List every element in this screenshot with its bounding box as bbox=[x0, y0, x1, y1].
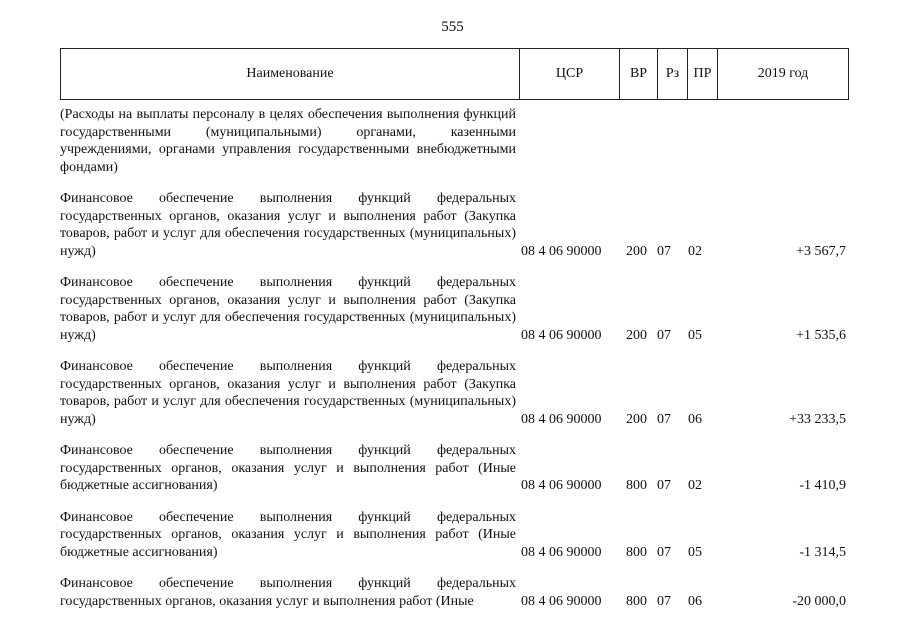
table-body bbox=[60, 106, 849, 624]
row-name: Финансовое обеспечение выполнения функций федеральных государственных органов, оказания услуг и выполнения работ (Закупка товаров, работ и услуг для обеспечения государственных (муниципальных) нужд) bbox=[60, 359, 516, 427]
row-vr: 200 bbox=[626, 327, 647, 343]
header-year: 2019 год bbox=[717, 49, 848, 99]
row-pr: 02 bbox=[688, 243, 702, 259]
row-rz: 07 bbox=[657, 243, 671, 259]
header-rz: Рз bbox=[657, 49, 687, 99]
row-pr: 05 bbox=[688, 327, 702, 343]
row-name: Финансовое обеспечение выполнения функций федеральных государственных органов, оказания услуг и выполнения работ (Иные bbox=[60, 576, 516, 609]
header-vr: ВР bbox=[619, 49, 657, 99]
row-vr: 800 bbox=[626, 593, 647, 609]
row-sum: +33 233,5 bbox=[789, 411, 846, 427]
row-pr: 06 bbox=[688, 411, 702, 427]
row-vr: 800 bbox=[626, 544, 647, 560]
header-csr: ЦСР bbox=[519, 49, 619, 99]
row-pr: 05 bbox=[688, 544, 702, 560]
page-number: 555 bbox=[441, 19, 464, 35]
row-rz: 07 bbox=[657, 411, 671, 427]
row-rz: 07 bbox=[657, 544, 671, 560]
row-csr: 08 4 06 90000 bbox=[521, 478, 602, 493]
row-sum: +3 567,7 bbox=[796, 243, 846, 259]
row-name: Финансовое обеспечение выполнения функций федеральных государственных органов, оказания услуг и выполнения работ (Закупка товаров, работ и услуг для обеспечения государственных (муниципальных) нужд) bbox=[60, 275, 516, 343]
row-rz: 07 bbox=[657, 478, 671, 493]
row-rz: 07 bbox=[657, 593, 671, 609]
row-sum: -1 410,9 bbox=[799, 478, 846, 493]
row-csr: 08 4 06 90000 bbox=[521, 593, 602, 609]
row-pr: 06 bbox=[688, 593, 702, 609]
row-sum: +1 535,6 bbox=[796, 327, 846, 343]
row-name: (Расходы на выплаты персоналу в целях обеспечения выполнения функций государственными (муниципальными) органами, казенными учреждениями, органами управления государственными внебюджетными фондами) bbox=[60, 107, 516, 175]
row-vr: 200 bbox=[626, 411, 647, 427]
row-pr: 02 bbox=[688, 478, 702, 493]
row-name: Финансовое обеспечение выполнения функций федеральных государственных органов, оказания услуг и выполнения работ (Иные бюджетные ассигнования) bbox=[60, 443, 516, 493]
row-csr: 08 4 06 90000 bbox=[521, 544, 602, 560]
table-row bbox=[60, 575, 849, 610]
row-name: Финансовое обеспечение выполнения функций федеральных государственных органов, оказания услуг и выполнения работ (Иные бюджетные ассигнования) bbox=[60, 509, 516, 560]
table-row bbox=[60, 274, 849, 344]
row-vr: 800 bbox=[626, 478, 647, 493]
table-row bbox=[60, 509, 849, 562]
row-sum: -20 000,0 bbox=[792, 593, 846, 609]
row-name: Финансовое обеспечение выполнения функций федеральных государственных органов, оказания услуг и выполнения работ (Закупка товаров, работ и услуг для обеспечения государственных (муниципальных) нужд) bbox=[60, 191, 516, 259]
table-row bbox=[60, 106, 849, 176]
row-vr: 200 bbox=[626, 243, 647, 259]
row-csr: 08 4 06 90000 bbox=[521, 411, 602, 427]
row-rz: 07 bbox=[657, 327, 671, 343]
table-row bbox=[60, 190, 849, 260]
table-row bbox=[60, 442, 849, 495]
row-csr: 08 4 06 90000 bbox=[521, 327, 602, 343]
header-name: Наименование bbox=[246, 66, 334, 81]
row-sum: -1 314,5 bbox=[799, 544, 846, 560]
table-header bbox=[60, 48, 849, 100]
table-row bbox=[60, 358, 849, 428]
header-pr: ПР bbox=[687, 49, 717, 99]
row-csr: 08 4 06 90000 bbox=[521, 243, 602, 259]
